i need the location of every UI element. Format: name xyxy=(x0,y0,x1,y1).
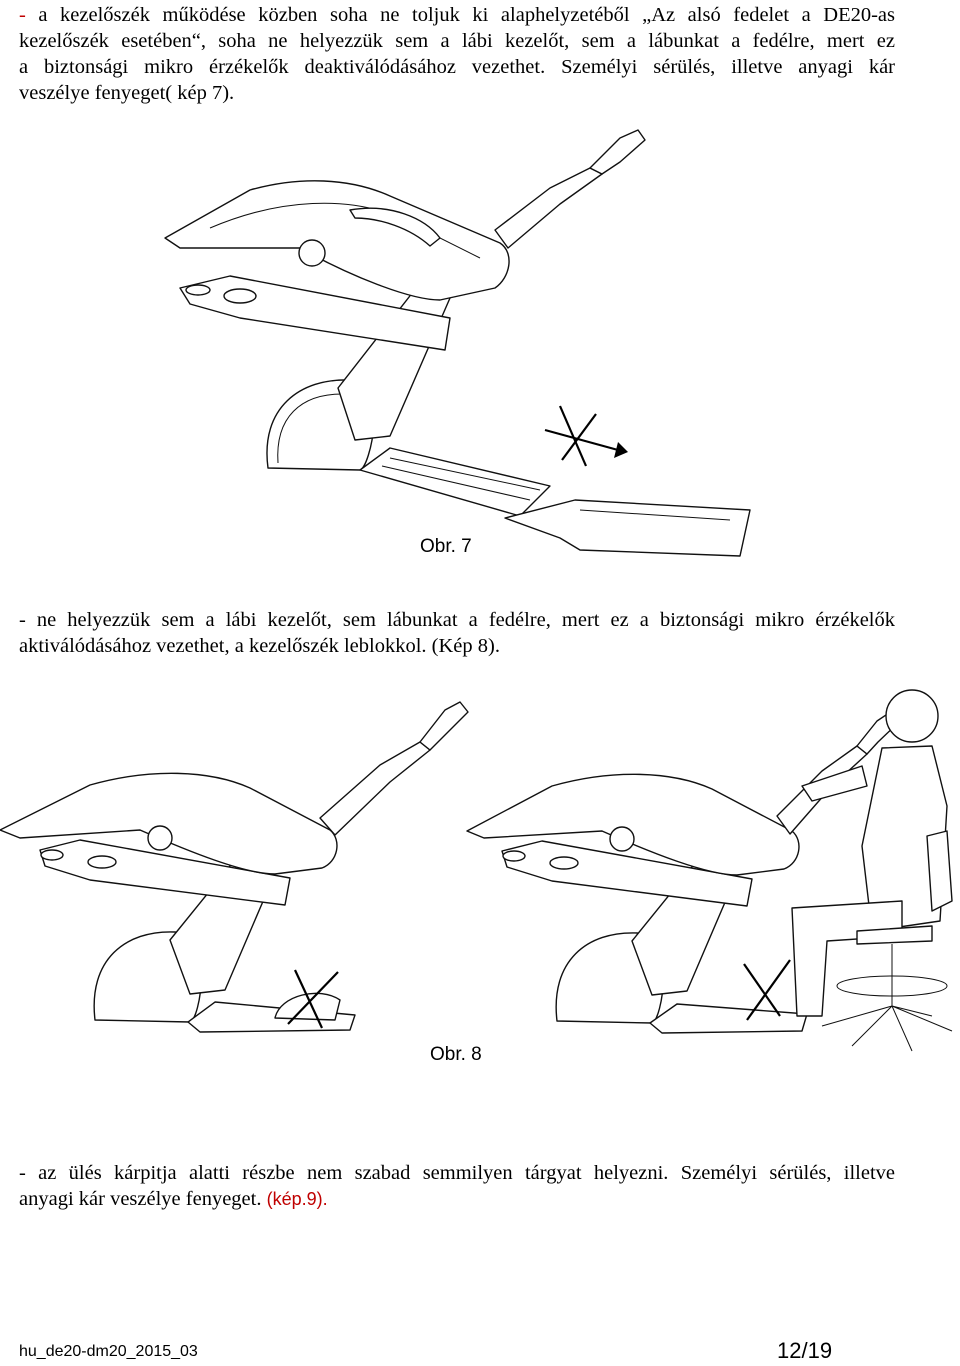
figure-reference-link: (kép.9). xyxy=(266,1189,328,1209)
paragraph-1-line-1: - a kezelőszék működése közben soha ne toljuk ki alaphelyzetéből „Az alsó fedelet a DE20-as xyxy=(19,4,895,26)
stool-backrest xyxy=(927,831,952,911)
stool-base xyxy=(822,1006,952,1051)
chair-headrest xyxy=(420,702,468,750)
operator-head xyxy=(886,690,938,742)
chair-backrest xyxy=(320,742,430,835)
figure-8-caption: Obr. 8 xyxy=(430,1044,482,1065)
footer-page-number: 12/19 xyxy=(777,1338,833,1363)
paragraph-warning-3 xyxy=(19,1160,895,1212)
figure-8-chair-foot-control-illustration xyxy=(0,690,470,1040)
paragraph-2-line-2: aktiválódásához vezethet, a kezelőszék leblokkol. (Kép 8). xyxy=(19,635,500,657)
paragraph-3-line-2: anyagi kár veszélye fenyeget. (kép.9). xyxy=(19,1188,328,1210)
paragraph-1-line-3: a biztonsági mikro érzékelők deaktiválódásához vezethet. Személyi sérülés, illetve anyagi kár xyxy=(19,56,895,78)
paragraph-1-line-4: veszélye fenyeget( kép 7). xyxy=(19,82,235,104)
foot-control-cover xyxy=(505,500,750,556)
floor-cover xyxy=(650,1004,807,1033)
footer-document-id: hu_de20-dm20_2015_03 xyxy=(19,1343,198,1360)
floor-plate xyxy=(360,448,550,516)
chair-backrest xyxy=(495,168,602,248)
paragraph-warning-2 xyxy=(19,607,895,659)
operator-legs xyxy=(792,901,902,1016)
paragraph-warning-1 xyxy=(19,2,895,106)
arrow-head xyxy=(614,442,628,458)
prohibition-cross-line-1 xyxy=(744,964,780,1016)
red-dash: - xyxy=(19,4,26,26)
figure-8-chair-operator-illustration xyxy=(462,686,960,1066)
paragraph-2-line-1: - ne helyezzük sem a lábi kezelőt, sem lábunkat a fedélre, mert ez a biztonsági mikro érzékelők xyxy=(19,609,895,631)
paragraph-3-line-1: - az ülés kárpitja alatti részbe nem szabad semmilyen tárgyat helyezni. Személyi sérülés, illetve xyxy=(19,1162,895,1184)
paragraph-1-line-2: kezelőszék esetében“, soha ne helyezzük sem a lábi kezelőt, sem a lábunkat a fedélre, mert ez xyxy=(19,30,895,52)
chair-headrest xyxy=(590,130,645,174)
figure-7-dental-chair-illustration xyxy=(150,118,760,558)
figure-7-caption: Obr. 7 xyxy=(420,536,472,557)
